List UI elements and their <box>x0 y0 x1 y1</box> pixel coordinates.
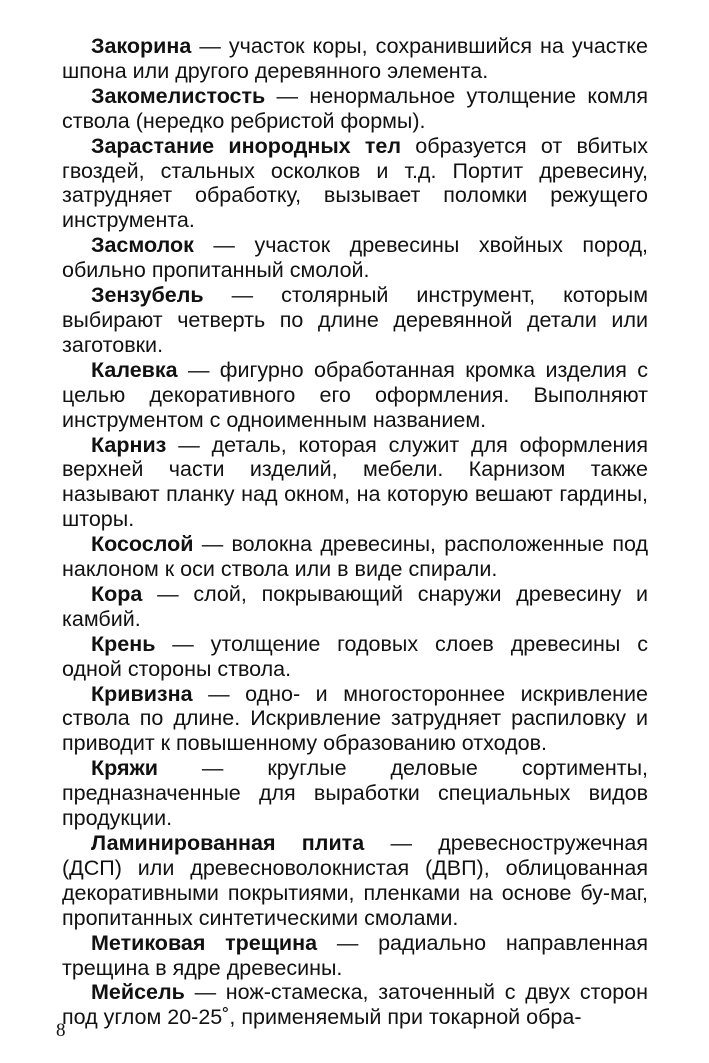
definition: — древесностружечная (ДСП) или древесноволокнистая (ДВП), облицованная декоративными покрытиями, пленками на основе бу-маг, пропитанных синтетическими смолами. <box>62 831 649 930</box>
definition: — фигурно обработанная кромка изделия с целью декоративного его оформления. Выполняют инструментом с одноименным названием. <box>62 357 648 432</box>
entry-zakorina <box>62 34 648 84</box>
entry-laminirovannaya-plita <box>62 831 648 931</box>
definition: — деталь, которая служит для оформления верхней части изделий, мебели. Карнизом также называют планку над окном, на которую вешают гардины, шторы. <box>62 432 648 532</box>
entry-metikovaya-treshchina <box>62 931 648 981</box>
glossary-text <box>62 34 648 1030</box>
term: Метиковая трещина <box>91 930 318 955</box>
term: Крень <box>91 631 156 656</box>
term: Зарастание инородных тел <box>91 133 402 158</box>
term: Закомелистость <box>91 83 266 108</box>
definition: — волокна древесины, расположенные под наклоном к оси ствола или в виде спирали. <box>62 532 648 582</box>
entry-kososloy <box>62 532 648 582</box>
entry-zenzubel <box>62 283 648 358</box>
definition: — участок коры, сохранившийся на участке шпона или другого деревянного элемента. <box>62 34 648 83</box>
term: Закорина <box>91 34 192 58</box>
definition: — слой, покрывающий снаружи древесину и камбий. <box>62 581 648 631</box>
entry-kryazhi <box>62 756 648 831</box>
definition: — нож-стамеска, заточенный с двух сторон под углом 20-25˚, применяемый при токарной обра- <box>62 980 648 1030</box>
entry-zasmolok <box>62 233 648 283</box>
term: Ламинированная плита <box>91 831 365 855</box>
entry-kora <box>62 582 648 632</box>
entry-zakomelistost <box>62 84 648 134</box>
page-number: 8 <box>56 1020 66 1041</box>
entry-krivizna <box>62 682 648 757</box>
entry-meysel <box>62 980 648 1030</box>
definition: — утолщение годовых слоев древесины с одной стороны ствола. <box>62 631 648 681</box>
term: Калевка <box>91 357 178 382</box>
term: Зензубель <box>91 283 204 308</box>
term: Кряжи <box>91 756 158 781</box>
definition: — ненормальное утолщение комля ствола (нередко ребристой формы). <box>62 83 648 133</box>
definition: — одно- и многостороннее искривление ствола по длине. Искривление затрудняет распиловку и приводит к повышенному образованию отходов. <box>62 681 648 756</box>
term: Карниз <box>91 432 167 457</box>
term: Мейсель <box>91 980 185 1005</box>
definition: образуется от вбитых гвоздей, стальных осколков и т.д. Портит древесину, затрудняет обработку, вызывает поломки режущего инструмента. <box>62 133 648 233</box>
definition: — круглые деловые сортименты, предназначенные для выработки специальных видов продукции. <box>62 756 648 831</box>
entry-karniz <box>62 433 648 533</box>
definition: — столярный инструмент, которым выбирают четверть по длине деревянной детали или заготовки. <box>62 283 648 357</box>
entry-kalevka <box>62 358 648 433</box>
entry-zarastanie <box>62 134 648 234</box>
definition: — радиально направленная трещина в ядре древесины. <box>62 930 648 980</box>
term: Косослой <box>91 532 194 557</box>
term: Засмолок <box>91 233 194 258</box>
definition: — участок древесины хвойных пород, обильно пропитанный смолой. <box>62 233 648 283</box>
term: Кривизна <box>91 681 193 706</box>
entry-kren <box>62 632 648 682</box>
term: Кора <box>91 581 143 606</box>
